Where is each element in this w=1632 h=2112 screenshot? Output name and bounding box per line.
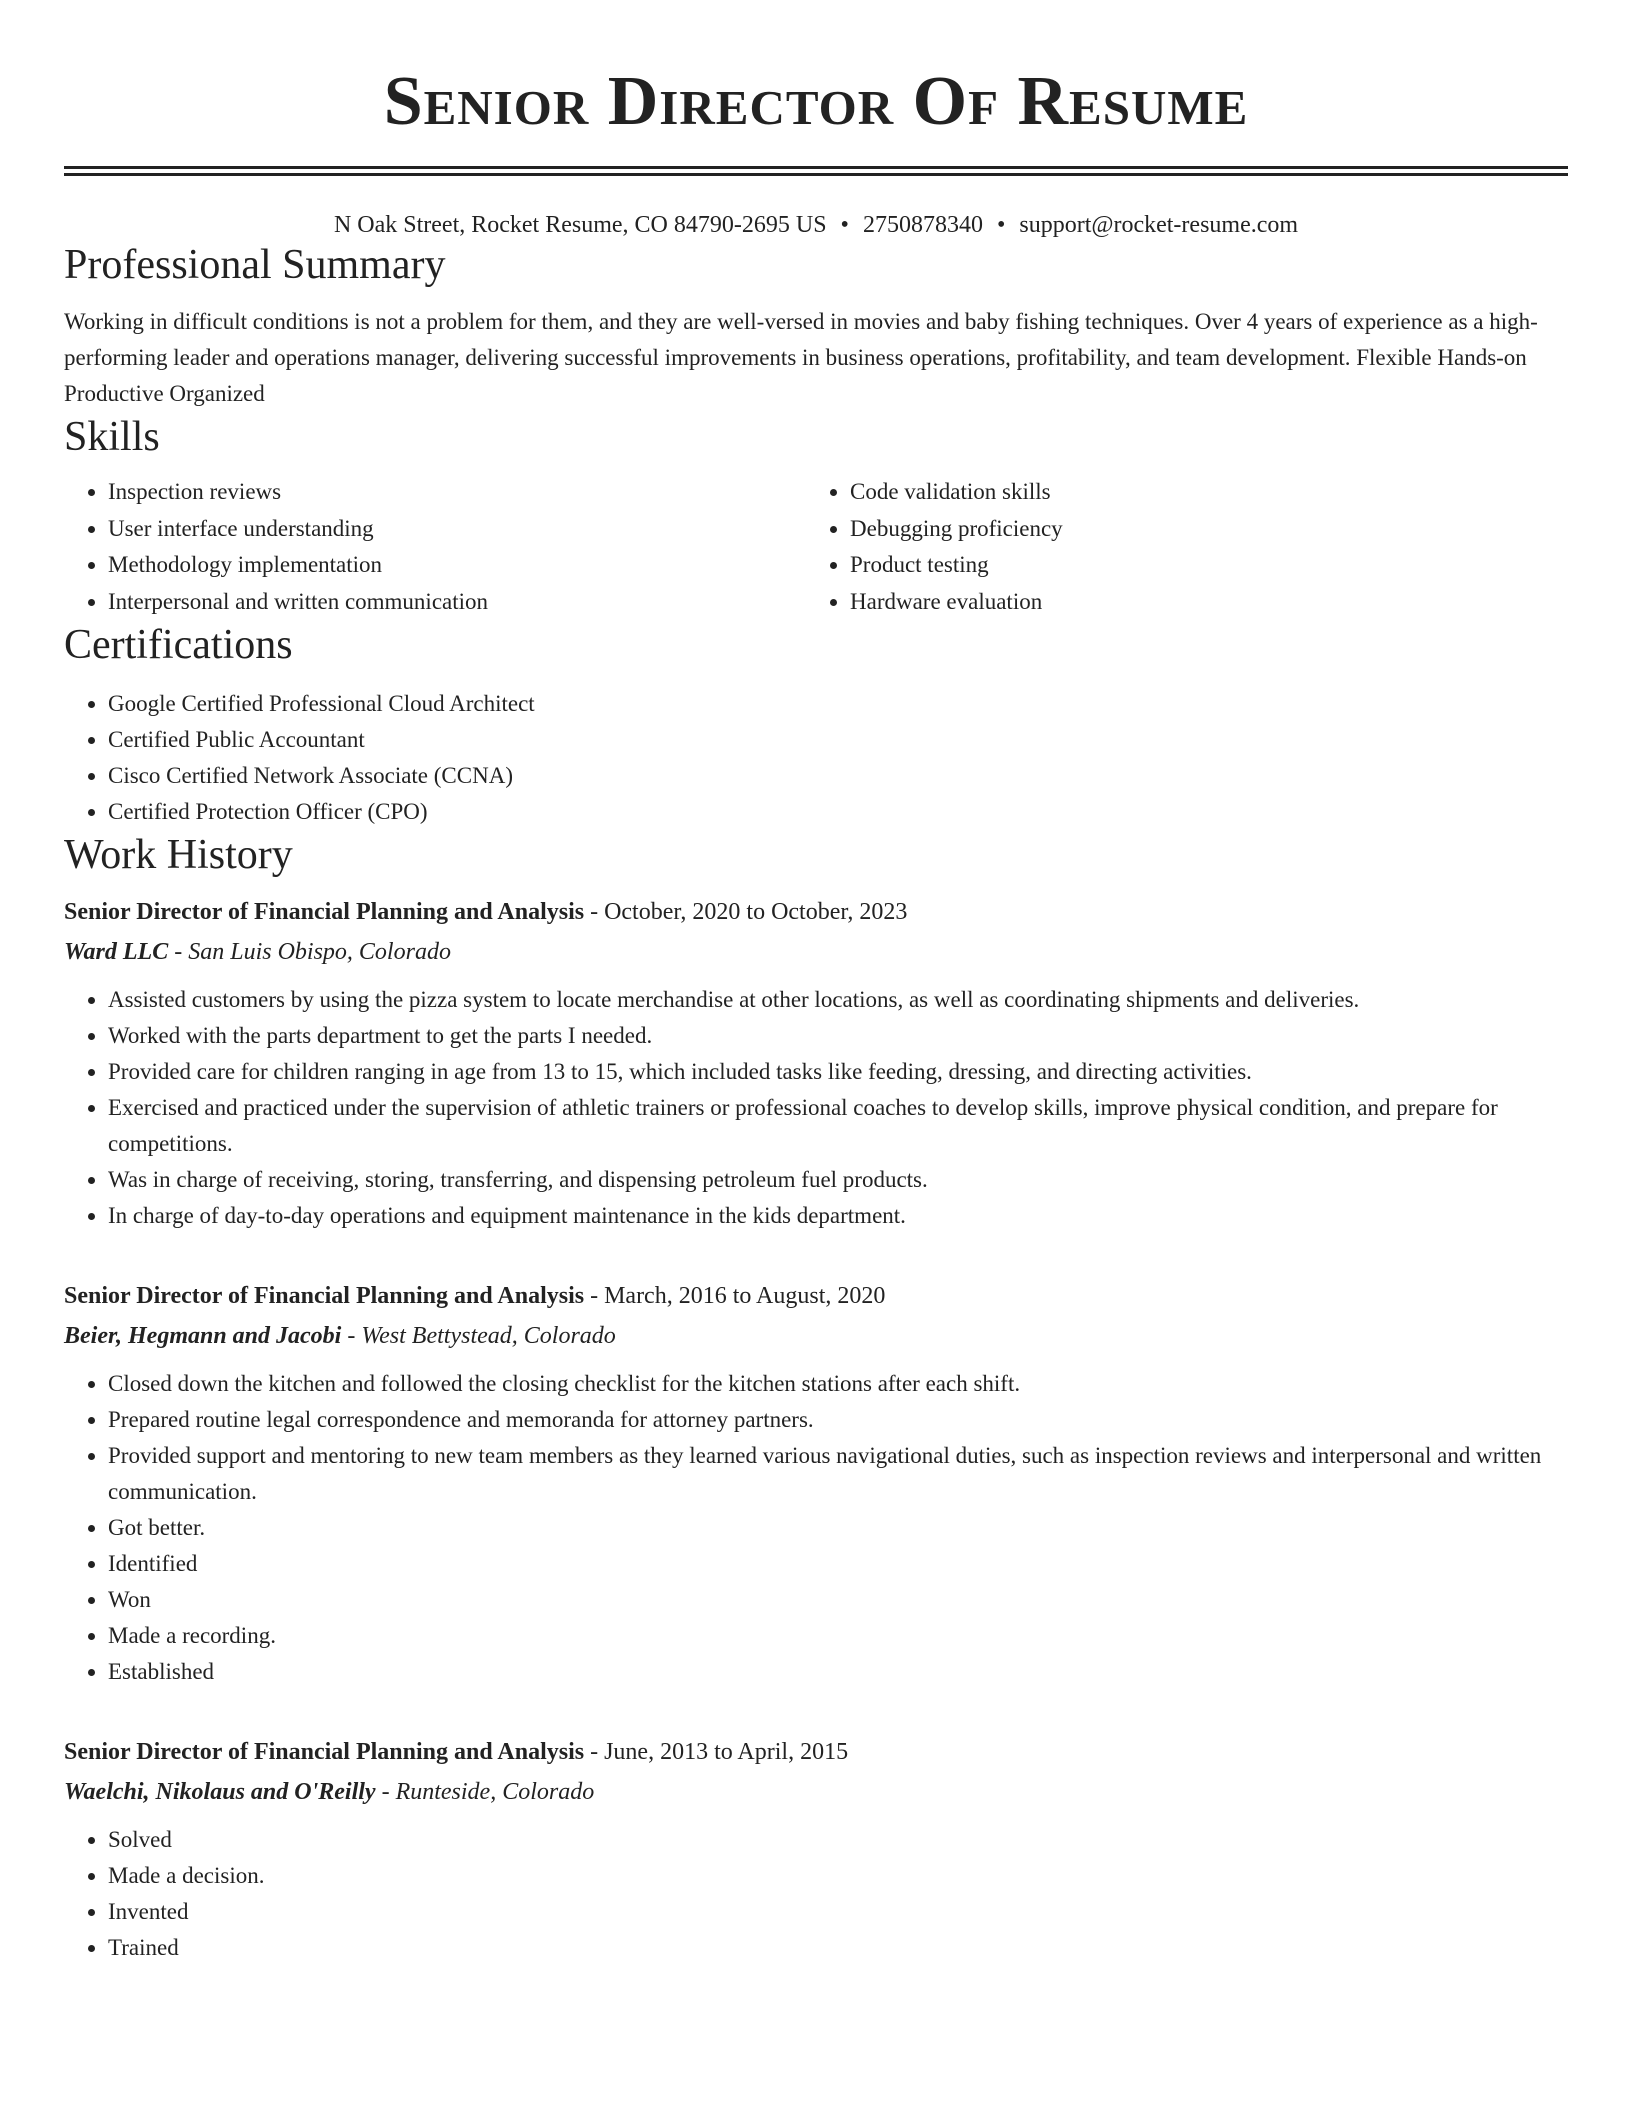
job-employer (64, 1316, 1568, 1356)
job-duty: • Prepared routine legal correspondence and memoranda for attorney partners. (108, 1402, 1568, 1438)
job-dates: - March, 2016 to August, 2020 (584, 1283, 886, 1309)
job-duty: • Closed down the kitchen and followed the closing checklist for the kitchen stations after each shift. (108, 1366, 1568, 1402)
skill-item: • Methodology implementation (108, 547, 806, 584)
job-company: Beier, Hegmann and Jacobi (64, 1323, 342, 1349)
job-header (64, 1732, 1568, 1772)
job-duty: • Established (108, 1654, 1568, 1690)
job-duty: • Made a decision. (108, 1858, 1568, 1894)
skill-item: • Code validation skills (850, 474, 1548, 511)
job-employer (64, 1772, 1568, 1812)
skill-item: • Debugging proficiency (850, 511, 1548, 548)
job-header (64, 892, 1568, 932)
job-company: Waelchi, Nikolaus and O'Reilly (64, 1779, 376, 1805)
summary-heading: Professional Summary (64, 242, 446, 288)
resume-name: Senior Director Of Resume (383, 63, 1249, 140)
contact-line (64, 210, 1568, 240)
skill-item: • Interpersonal and written communication (108, 584, 806, 621)
job-duty: • Was in charge of receiving, storing, transferring, and dispensing petroleum fuel products. (108, 1162, 1568, 1198)
certifications-heading: Certifications (64, 622, 293, 668)
job-role: Senior Director of Financial Planning and Analysis (64, 1739, 585, 1765)
job-duty: • Provided support and mentoring to new team members as they learned various navigational duties, such as inspection reviews and interpersonal and written communication. (108, 1438, 1568, 1510)
job-employer (64, 932, 1568, 972)
skill-item: • Hardware evaluation (850, 584, 1548, 621)
skills-list-right (806, 474, 1548, 620)
contact-phone: 2750878340 (862, 212, 983, 238)
job-dates: - October, 2020 to October, 2023 (584, 899, 908, 925)
contact-address: N Oak Street, Rocket Resume, CO 84790-2695 US (333, 212, 827, 238)
skills-column-left (64, 474, 806, 620)
job-duty: • Made a recording. (108, 1618, 1568, 1654)
skill-item: • Inspection reviews (108, 474, 806, 511)
certification-item: • Certified Protection Officer (CPO) (108, 794, 1568, 830)
job-header (64, 1276, 1568, 1316)
job-duties-list (64, 1366, 1568, 1690)
job-location: - San Luis Obispo, Colorado (168, 939, 451, 965)
certification-item: • Cisco Certified Network Associate (CCNA) (108, 758, 1568, 794)
job-dates: - June, 2013 to April, 2015 (584, 1739, 849, 1765)
job-role: Senior Director of Financial Planning and Analysis (64, 899, 585, 925)
job-duty: • Solved (108, 1822, 1568, 1858)
job-duties-list (64, 1822, 1568, 1966)
job-duty: • Invented (108, 1894, 1568, 1930)
job-duty: • In charge of day-to-day operations and equipment maintenance in the kids department. (108, 1198, 1568, 1234)
work-history-heading: Work History (64, 832, 293, 878)
job-duty: • Trained (108, 1930, 1568, 1966)
job-duty: • Identified (108, 1546, 1568, 1582)
job-entry (64, 1732, 1568, 1966)
skills-grid (64, 474, 1568, 620)
job-role: Senior Director of Financial Planning and Analysis (64, 1283, 585, 1309)
job-duty: • Assisted customers by using the pizza system to locate merchandise at other locations, as well as coordinating shipments and deliveries. (108, 982, 1568, 1018)
job-duties-list (64, 982, 1568, 1234)
skills-column-right (806, 474, 1548, 620)
skill-item: • Product testing (850, 547, 1548, 584)
certification-item: • Certified Public Accountant (108, 722, 1568, 758)
certifications-list (64, 686, 1568, 830)
job-duty: • Provided care for children ranging in age from 13 to 15, which included tasks like feeding, dressing, and directing activities. (108, 1054, 1568, 1090)
skills-list-left (64, 474, 806, 620)
job-duty: • Got better. (108, 1510, 1568, 1546)
contact-separator: • (996, 212, 1006, 238)
job-duty: • Won (108, 1582, 1568, 1618)
certification-item: • Google Certified Professional Cloud Architect (108, 686, 1568, 722)
job-entry (64, 892, 1568, 1234)
job-entry (64, 1276, 1568, 1690)
skills-heading: Skills (64, 414, 160, 460)
summary-text: Working in difficult conditions is not a problem for them, and they are well-versed in movies and baby fishing techniques. Over 4 years of experience as a high-performing leader and operations manager, delivering successful improvements in business operations, profitability, and team development. Flexible Hands-on Productive Organized (64, 309, 1538, 406)
job-duty: • Worked with the parts department to get the parts I needed. (108, 1018, 1568, 1054)
skill-item: • User interface understanding (108, 511, 806, 548)
contact-email: support@rocket-resume.com (1019, 212, 1299, 238)
header-double-rule (64, 166, 1568, 176)
job-duty: • Exercised and practiced under the supervision of athletic trainers or professional coaches to develop skills, improve physical condition, and prepare for competitions. (108, 1090, 1568, 1162)
job-location: - Runteside, Colorado (375, 1779, 595, 1805)
job-company: Ward LLC (64, 939, 169, 965)
job-location: - West Bettystead, Colorado (341, 1323, 616, 1349)
contact-separator: • (840, 212, 849, 238)
